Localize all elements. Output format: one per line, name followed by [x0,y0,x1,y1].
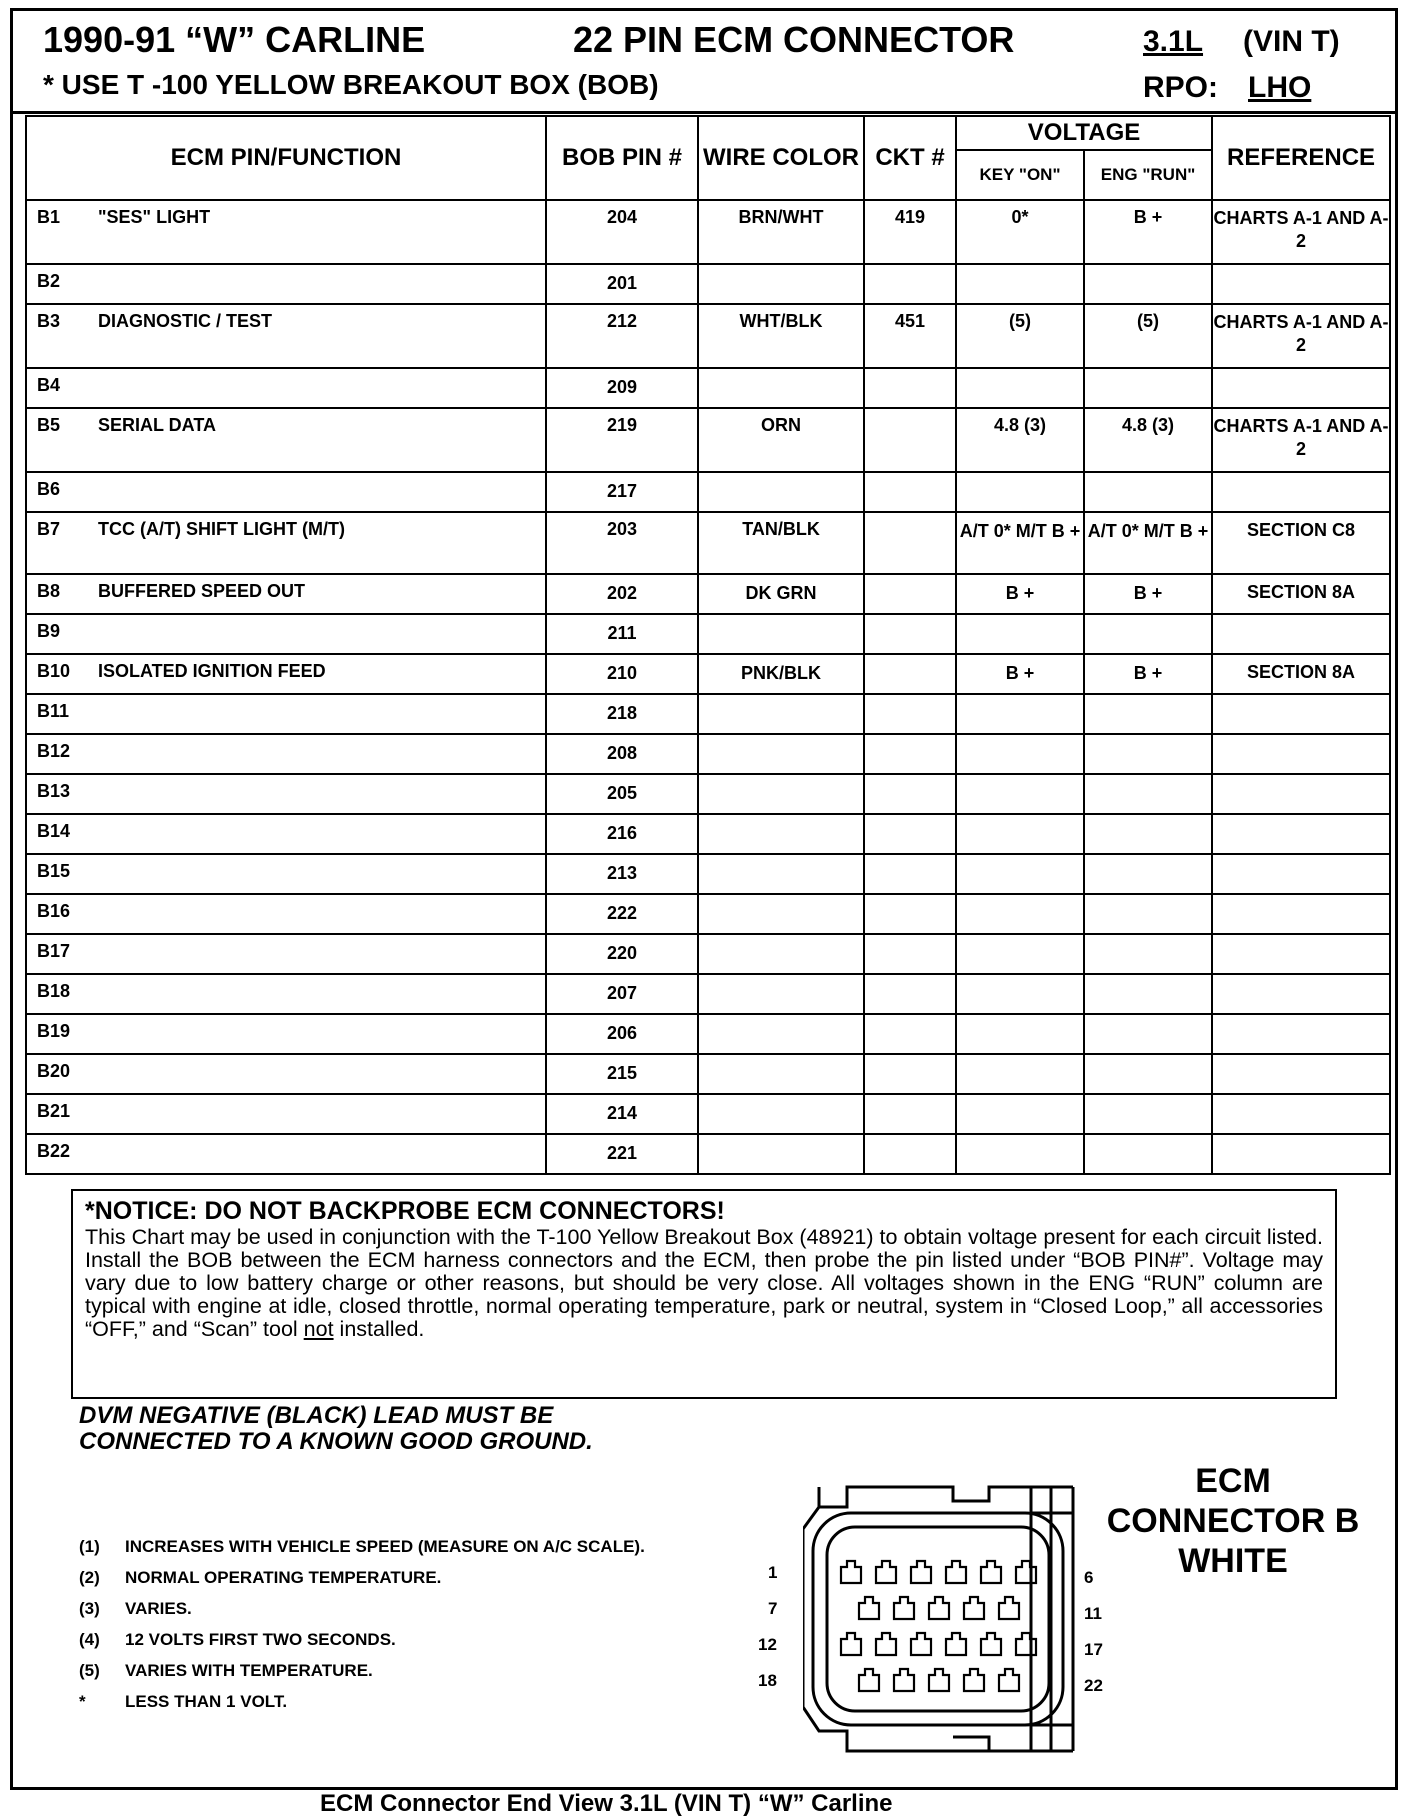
pin-function [98,734,546,774]
bob-pin: 207 [546,974,698,1014]
circuit-number: 451 [864,304,956,368]
col-voltage: VOLTAGE [956,116,1212,150]
voltage-key-on: B + [956,654,1084,694]
pin-number: B19 [26,1014,98,1054]
reference [1212,734,1390,774]
voltage-key-on [956,734,1084,774]
pin-label-6: 6 [1084,1568,1094,1587]
pin-number: B17 [26,934,98,974]
reference [1212,472,1390,512]
table-row [26,854,1390,894]
voltage-key-on: 4.8 (3) [956,408,1084,472]
bob-pin: 214 [546,1094,698,1134]
circuit-number [864,694,956,734]
pin-function [98,694,546,734]
pin-label-22: 22 [1084,1676,1103,1695]
voltage-eng-run [1084,854,1212,894]
reference [1212,1094,1390,1134]
pin-cavity [876,1561,896,1583]
table-row [26,694,1390,734]
voltage-key-on [956,814,1084,854]
wire-color: DK GRN [698,574,864,614]
pin-cavity [929,1669,949,1691]
connector-title-line-1: ECM [1195,1462,1271,1500]
circuit-number [864,614,956,654]
pin-cavity [946,1561,966,1583]
wire-color [698,854,864,894]
pin-label-18: 18 [758,1671,777,1690]
circuit-number: 419 [864,200,956,264]
wire-color: PNK/BLK [698,654,864,694]
voltage-eng-run [1084,472,1212,512]
pin-cavity [911,1561,931,1583]
wire-color [698,1054,864,1094]
pin-number: B8 [26,574,98,614]
wire-color [698,1094,864,1134]
pin-number: B12 [26,734,98,774]
reference [1212,974,1390,1014]
pin-function: SERIAL DATA [98,408,546,472]
pin-cavity [894,1669,914,1691]
circuit-number [864,734,956,774]
dvm-line-2: CONNECTED TO A KNOWN GOOD GROUND. [79,1428,593,1455]
reference [1212,264,1390,304]
pin-number: B1 [26,200,98,264]
reference [1212,814,1390,854]
bob-pin: 203 [546,512,698,574]
pin-function [98,974,546,1014]
circuit-number [864,1014,956,1054]
pin-label-17: 17 [1084,1640,1103,1659]
circuit-number [864,814,956,854]
voltage-eng-run: (5) [1084,304,1212,368]
pin-cavity [859,1669,879,1691]
bob-pin: 221 [546,1134,698,1174]
pin-label-1: 1 [768,1563,778,1582]
voltage-eng-run [1084,614,1212,654]
voltage-key-on [956,1134,1084,1174]
table-row [26,1094,1390,1134]
wire-color [698,472,864,512]
bob-pin: 213 [546,854,698,894]
table-row [26,304,1390,368]
engine-size: 3.1L [1143,25,1204,58]
connector-title-line-3: WHITE [1178,1542,1288,1580]
table-row [26,814,1390,854]
wire-color: BRN/WHT [698,200,864,264]
pin-cavity [1016,1633,1036,1655]
footnote [79,1630,645,1661]
reference [1212,774,1390,814]
voltage-key-on: B + [956,574,1084,614]
voltage-key-on [956,1014,1084,1054]
voltage-eng-run [1084,974,1212,1014]
pin-number: B20 [26,1054,98,1094]
pin-function: ISOLATED IGNITION FEED [98,654,546,694]
reference: SECTION C8 [1212,512,1390,574]
col-eng-run: ENG "RUN" [1084,150,1212,200]
pin-number: B7 [26,512,98,574]
voltage-eng-run [1084,1134,1212,1174]
bob-pin: 209 [546,368,698,408]
pin-cavity [929,1597,949,1619]
circuit-number [864,574,956,614]
voltage-key-on [956,368,1084,408]
pin-number: B16 [26,894,98,934]
bob-pin: 216 [546,814,698,854]
reference [1212,1054,1390,1094]
wire-color [698,934,864,974]
footnote [79,1692,645,1723]
table-row [26,1054,1390,1094]
pin-function [98,894,546,934]
reference: CHARTS A-1 AND A-2 [1212,200,1390,264]
voltage-eng-run: B + [1084,654,1212,694]
reference: SECTION 8A [1212,574,1390,614]
bob-pin: 215 [546,1054,698,1094]
wire-color: TAN/BLK [698,512,864,574]
voltage-key-on [956,1054,1084,1094]
pin-label-11: 11 [1084,1604,1102,1623]
voltage-key-on [956,614,1084,654]
wire-color [698,1134,864,1174]
voltage-key-on [956,1094,1084,1134]
wire-color [698,368,864,408]
pin-cavity [859,1597,879,1619]
dvm-line-1: DVM NEGATIVE (BLACK) LEAD MUST BE [79,1402,554,1429]
voltage-eng-run [1084,934,1212,974]
footnote-key: (1) [79,1537,100,1556]
bob-pin: 205 [546,774,698,814]
pin-function: "SES" LIGHT [98,200,546,264]
bob-pin: 217 [546,472,698,512]
bob-pin: 218 [546,694,698,734]
footnote-key: (2) [79,1568,100,1587]
header [13,11,1395,114]
circuit-number [864,774,956,814]
wire-color: WHT/BLK [698,304,864,368]
connector-title-line-2: CONNECTOR B [1106,1502,1360,1540]
footnote [79,1599,645,1630]
circuit-number [864,974,956,1014]
voltage-eng-run [1084,368,1212,408]
voltage-eng-run [1084,264,1212,304]
wire-color [698,614,864,654]
reference [1212,894,1390,934]
document-page [10,8,1398,1790]
reference: CHARTS A-1 AND A-2 [1212,304,1390,368]
circuit-number [864,894,956,934]
circuit-number [864,264,956,304]
notice-heading: *NOTICE: DO NOT BACKPROBE ECM CONNECTORS! [85,1197,725,1225]
table-row [26,574,1390,614]
reference [1212,934,1390,974]
table-row [26,1134,1390,1174]
table-row [26,368,1390,408]
wire-color [698,974,864,1014]
pin-label-12: 12 [758,1635,777,1654]
pin-number: B11 [26,694,98,734]
reference: SECTION 8A [1212,654,1390,694]
reference [1212,368,1390,408]
rpo-label: RPO: [1143,71,1218,104]
pin-function [98,934,546,974]
wire-color [698,894,864,934]
voltage-key-on [956,974,1084,1014]
pin-number: B4 [26,368,98,408]
pin-function [98,1094,546,1134]
notice-body: This Chart may be used in conjunction with the T-100 Yellow Breakout Box (48921) to obtain voltage present for each circuit listed. Install the BOB between the ECM harness connectors and the ECM, then probe the pin listed under “BOB PIN#”. Voltage may vary due to low battery charge or other reasons, but should be very close. All voltages shown in the ENG “RUN” column are typical with engine at idle, closed throttle, normal operating temperature, park or neutral, system in “Closed Loop,” all accessories “OFF,” and “Scan” tool [85,1225,1323,1341]
pin-function [98,368,546,408]
circuit-number [864,472,956,512]
pin-label-7: 7 [768,1599,778,1618]
voltage-eng-run [1084,774,1212,814]
voltage-key-on [956,264,1084,304]
wire-color: ORN [698,408,864,472]
reference: CHARTS A-1 AND A-2 [1212,408,1390,472]
pin-function: TCC (A/T) SHIFT LIGHT (M/T) [98,512,546,574]
pin-function [98,774,546,814]
voltage-eng-run [1084,1054,1212,1094]
circuit-number [864,512,956,574]
voltage-key-on [956,854,1084,894]
pin-cavity [1016,1561,1036,1583]
table-row [26,734,1390,774]
table-row [26,974,1390,1014]
bob-pin: 212 [546,304,698,368]
wire-color [698,774,864,814]
pin-cavity [911,1633,931,1655]
reference [1212,1014,1390,1054]
voltage-key-on [956,694,1084,734]
bob-pin: 222 [546,894,698,934]
voltage-key-on [956,894,1084,934]
reference [1212,1134,1390,1174]
col-key-on: KEY "ON" [956,150,1084,200]
wire-color [698,1014,864,1054]
voltage-key-on [956,934,1084,974]
voltage-eng-run [1084,894,1212,934]
pin-number: B18 [26,974,98,1014]
footnote-text: VARIES WITH TEMPERATURE. [125,1661,373,1680]
wire-color [698,694,864,734]
notice-end: installed. [333,1317,425,1341]
pin-number: B14 [26,814,98,854]
circuit-number [864,408,956,472]
pin-number: B5 [26,408,98,472]
circuit-number [864,854,956,894]
table-row [26,1014,1390,1054]
bob-pin: 220 [546,934,698,974]
table-row [26,200,1390,264]
voltage-key-on [956,774,1084,814]
voltage-eng-run [1084,1094,1212,1134]
pin-function [98,814,546,854]
footnote [79,1661,645,1692]
table-row [26,512,1390,574]
pin-number: B13 [26,774,98,814]
pin-cavity [964,1597,984,1619]
document-title: 1990-91 “W” CARLINE [43,19,426,60]
reference [1212,854,1390,894]
col-bob-pin: BOB PIN # [546,116,698,200]
wire-color [698,814,864,854]
bob-pin: 201 [546,264,698,304]
pin-cavity [946,1633,966,1655]
voltage-eng-run: A/T 0* M/T B + [1084,512,1212,574]
pin-cavity [841,1633,861,1655]
voltage-eng-run: B + [1084,574,1212,614]
vin-code: (VIN T) [1243,25,1340,58]
footnote-text: 12 VOLTS FIRST TWO SECONDS. [125,1630,396,1649]
footnote [79,1568,645,1599]
voltage-key-on: (5) [956,304,1084,368]
voltage-key-on: 0* [956,200,1084,264]
footnote-text: NORMAL OPERATING TEMPERATURE. [125,1568,442,1587]
connector-title [1083,1461,1383,1581]
pin-cavity [999,1669,1019,1691]
pin-function [98,1134,546,1174]
pin-number: B15 [26,854,98,894]
col-ckt: CKT # [864,116,956,200]
pin-function [98,854,546,894]
notice-text [85,1226,1323,1341]
voltage-eng-run: 4.8 (3) [1084,408,1212,472]
pin-function [98,472,546,512]
table-row [26,614,1390,654]
notice-box [71,1189,1337,1399]
circuit-number [864,1054,956,1094]
pin-cavity [981,1633,1001,1655]
table-row [26,934,1390,974]
table-row [26,654,1390,694]
notice-emphasis: not [303,1317,334,1341]
connector-pins [841,1561,1036,1691]
wire-color [698,264,864,304]
pin-cavity [841,1561,861,1583]
connector-drawing [803,1469,1083,1769]
voltage-eng-run [1084,694,1212,734]
pin-function [98,614,546,654]
pin-number: B6 [26,472,98,512]
voltage-key-on: A/T 0* M/T B + [956,512,1084,574]
voltage-eng-run: B + [1084,200,1212,264]
pin-cavity [981,1561,1001,1583]
pin-function [98,1014,546,1054]
pin-number: B3 [26,304,98,368]
pin-function [98,1054,546,1094]
wire-color [698,734,864,774]
table-row [26,472,1390,512]
circuit-number [864,368,956,408]
pin-function [98,264,546,304]
pin-number: B2 [26,264,98,304]
circuit-number [864,934,956,974]
circuit-number [864,1134,956,1174]
pin-cavity [894,1597,914,1619]
connector-heading: 22 PIN ECM CONNECTOR [573,19,1015,60]
bob-pin: 202 [546,574,698,614]
bob-pin: 211 [546,614,698,654]
pin-cavity [999,1597,1019,1619]
pin-number: B22 [26,1134,98,1174]
pin-number: B10 [26,654,98,694]
pin-cavity [964,1669,984,1691]
circuit-number [864,1094,956,1134]
dvm-warning [79,1403,593,1455]
figure-caption: ECM Connector End View 3.1L (VIN T) “W” Carline [320,1790,893,1817]
table-row [26,894,1390,934]
pin-number: B21 [26,1094,98,1134]
footnote-key: * [79,1692,86,1711]
table-row [26,774,1390,814]
voltage-eng-run [1084,814,1212,854]
bob-pin: 204 [546,200,698,264]
pin-function: DIAGNOSTIC / TEST [98,304,546,368]
voltage-key-on [956,472,1084,512]
pin-table [25,115,1391,1175]
col-wire-color: WIRE COLOR [698,116,864,200]
col-pin-function: ECM PIN/FUNCTION [26,116,546,200]
footnote [79,1537,645,1568]
voltage-eng-run [1084,1014,1212,1054]
table-row [26,264,1390,304]
footnote-text: LESS THAN 1 VOLT. [125,1692,288,1711]
voltage-eng-run [1084,734,1212,774]
footnote-text: INCREASES WITH VEHICLE SPEED (MEASURE ON A/C SCALE). [125,1537,645,1556]
table-row [26,408,1390,472]
pin-number: B9 [26,614,98,654]
col-reference: REFERENCE [1212,116,1390,200]
footnote-key: (5) [79,1661,100,1680]
document-subtitle: * USE T -100 YELLOW BREAKOUT BOX (BOB) [43,69,659,100]
footnote-key: (3) [79,1599,100,1618]
footnote-key: (4) [79,1630,100,1649]
reference [1212,694,1390,734]
bob-pin: 210 [546,654,698,694]
rpo-value: LHO [1248,71,1312,104]
circuit-number [864,654,956,694]
bob-pin: 219 [546,408,698,472]
reference [1212,614,1390,654]
bob-pin: 208 [546,734,698,774]
pin-function: BUFFERED SPEED OUT [98,574,546,614]
bob-pin: 206 [546,1014,698,1054]
pin-cavity [876,1633,896,1655]
footnotes [79,1537,645,1723]
footnote-text: VARIES. [125,1599,192,1618]
